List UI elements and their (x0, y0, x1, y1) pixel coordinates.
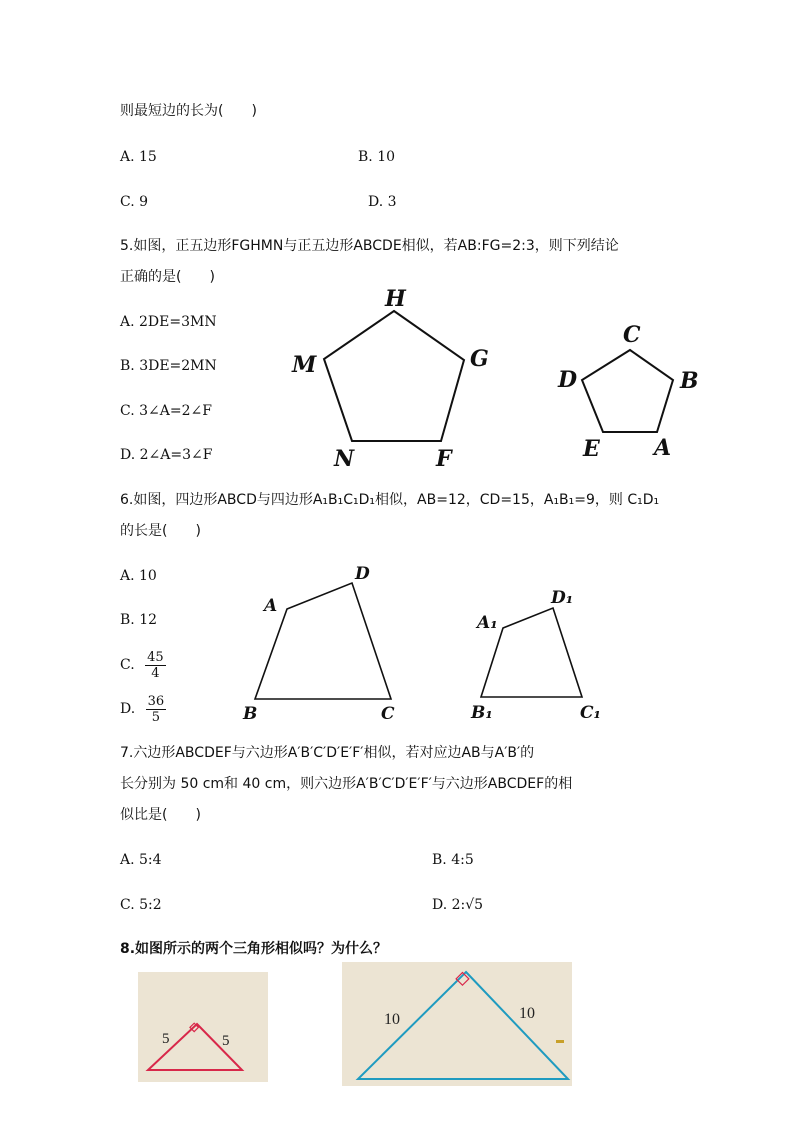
q7-option-a[interactable]: A. 5:4 (120, 852, 162, 868)
label-d: D (558, 367, 578, 393)
q6-option-a[interactable]: A. 10 (120, 568, 157, 584)
q4-stem-tail: 则最短边的长为( ) (120, 103, 257, 119)
q4-option-c[interactable]: C. 9 (120, 194, 149, 210)
q6-quadrilaterals-figure (235, 560, 615, 730)
pentagon-fghmn (324, 311, 464, 441)
q7-option-c[interactable]: C. 5:2 (120, 897, 162, 913)
q6-option-b[interactable]: B. 12 (120, 612, 158, 628)
q5-stem-line2: 正确的是( ) (120, 269, 215, 285)
label-a1: A₁ (477, 613, 498, 633)
label-a: A (264, 596, 278, 616)
label-f: F (436, 446, 452, 472)
q6-option-d-fraction (146, 694, 167, 725)
fraction-denominator: 4 (151, 665, 160, 681)
label-b1: B₁ (471, 703, 493, 723)
q6-option-c-letter: C. (120, 657, 135, 673)
q6-option-c[interactable] (120, 646, 166, 686)
fraction-numerator: 45 (147, 649, 164, 665)
label-m: M (292, 352, 317, 378)
small-triangle-left-side: 5 (162, 1031, 170, 1047)
edge-marker (556, 1040, 564, 1043)
q7-option-d[interactable]: D. 2:√5 (432, 897, 484, 913)
q6-option-d-letter: D. (120, 701, 136, 717)
q5-option-d[interactable]: D. 2∠A=3∠F (120, 447, 213, 463)
q5-option-c[interactable]: C. 3∠A=2∠F (120, 403, 212, 419)
fraction-numerator: 36 (147, 693, 165, 709)
label-d: D (355, 564, 370, 584)
label-b: B (680, 368, 699, 394)
fraction-denominator: 5 (151, 709, 161, 725)
label-d1: D₁ (551, 588, 574, 608)
q6-stem-line2: 的长是( ) (120, 523, 201, 539)
q5-option-a[interactable]: A. 2DE=3MN (120, 314, 217, 330)
label-c1: C₁ (580, 703, 601, 723)
big-triangle-right-side: 10 (519, 1005, 535, 1022)
q7-stem-line2: 长分别为 50 cm和 40 cm，则六边形A′B′C′D′E′F′与六边形ABCDEF的相 (120, 776, 573, 792)
small-triangle-photo (138, 972, 268, 1082)
q4-option-d[interactable]: D. 3 (368, 194, 397, 210)
label-b: B (243, 704, 258, 724)
pentagon-abcde (582, 350, 673, 432)
q5-option-b[interactable]: B. 3DE=2MN (120, 358, 217, 374)
label-h: H (385, 286, 406, 312)
big-triangle-photo (342, 962, 572, 1086)
q7-stem-line3: 似比是( ) (120, 807, 201, 823)
q5-pentagons-figure (280, 280, 720, 475)
label-a: A (654, 435, 672, 461)
q7-option-b[interactable]: B. 4:5 (432, 852, 474, 868)
big-triangle-left-side: 10 (384, 1011, 400, 1028)
label-c: C (623, 322, 641, 348)
q8-stem-line1: 8.如图所示的两个三角形相似吗？为什么？ (120, 941, 388, 957)
q5-stem-line1: 5.如图，正五边形FGHMN与正五边形ABCDE相似，若AB:FG=2:3，则下列结论 (120, 238, 619, 254)
q4-option-a[interactable]: A. 15 (120, 149, 157, 165)
q6-stem-line1: 6.如图，四边形ABCD与四边形A₁B₁C₁D₁相似，AB=12，CD=15，A₁B₁=9，则 C₁D₁ (120, 492, 660, 508)
label-n: N (334, 446, 355, 472)
q6-option-c-fraction (145, 650, 166, 681)
label-c: C (381, 704, 395, 724)
label-e: E (583, 436, 600, 462)
small-triangle-right-side: 5 (222, 1033, 230, 1049)
label-g: G (470, 346, 489, 372)
q7-stem-line1: 7.六边形ABCDEF与六边形A′B′C′D′E′F′相似，若对应边AB与A′B′的 (120, 745, 535, 761)
q4-option-b[interactable]: B. 10 (358, 149, 396, 165)
q6-option-d[interactable] (120, 690, 166, 730)
